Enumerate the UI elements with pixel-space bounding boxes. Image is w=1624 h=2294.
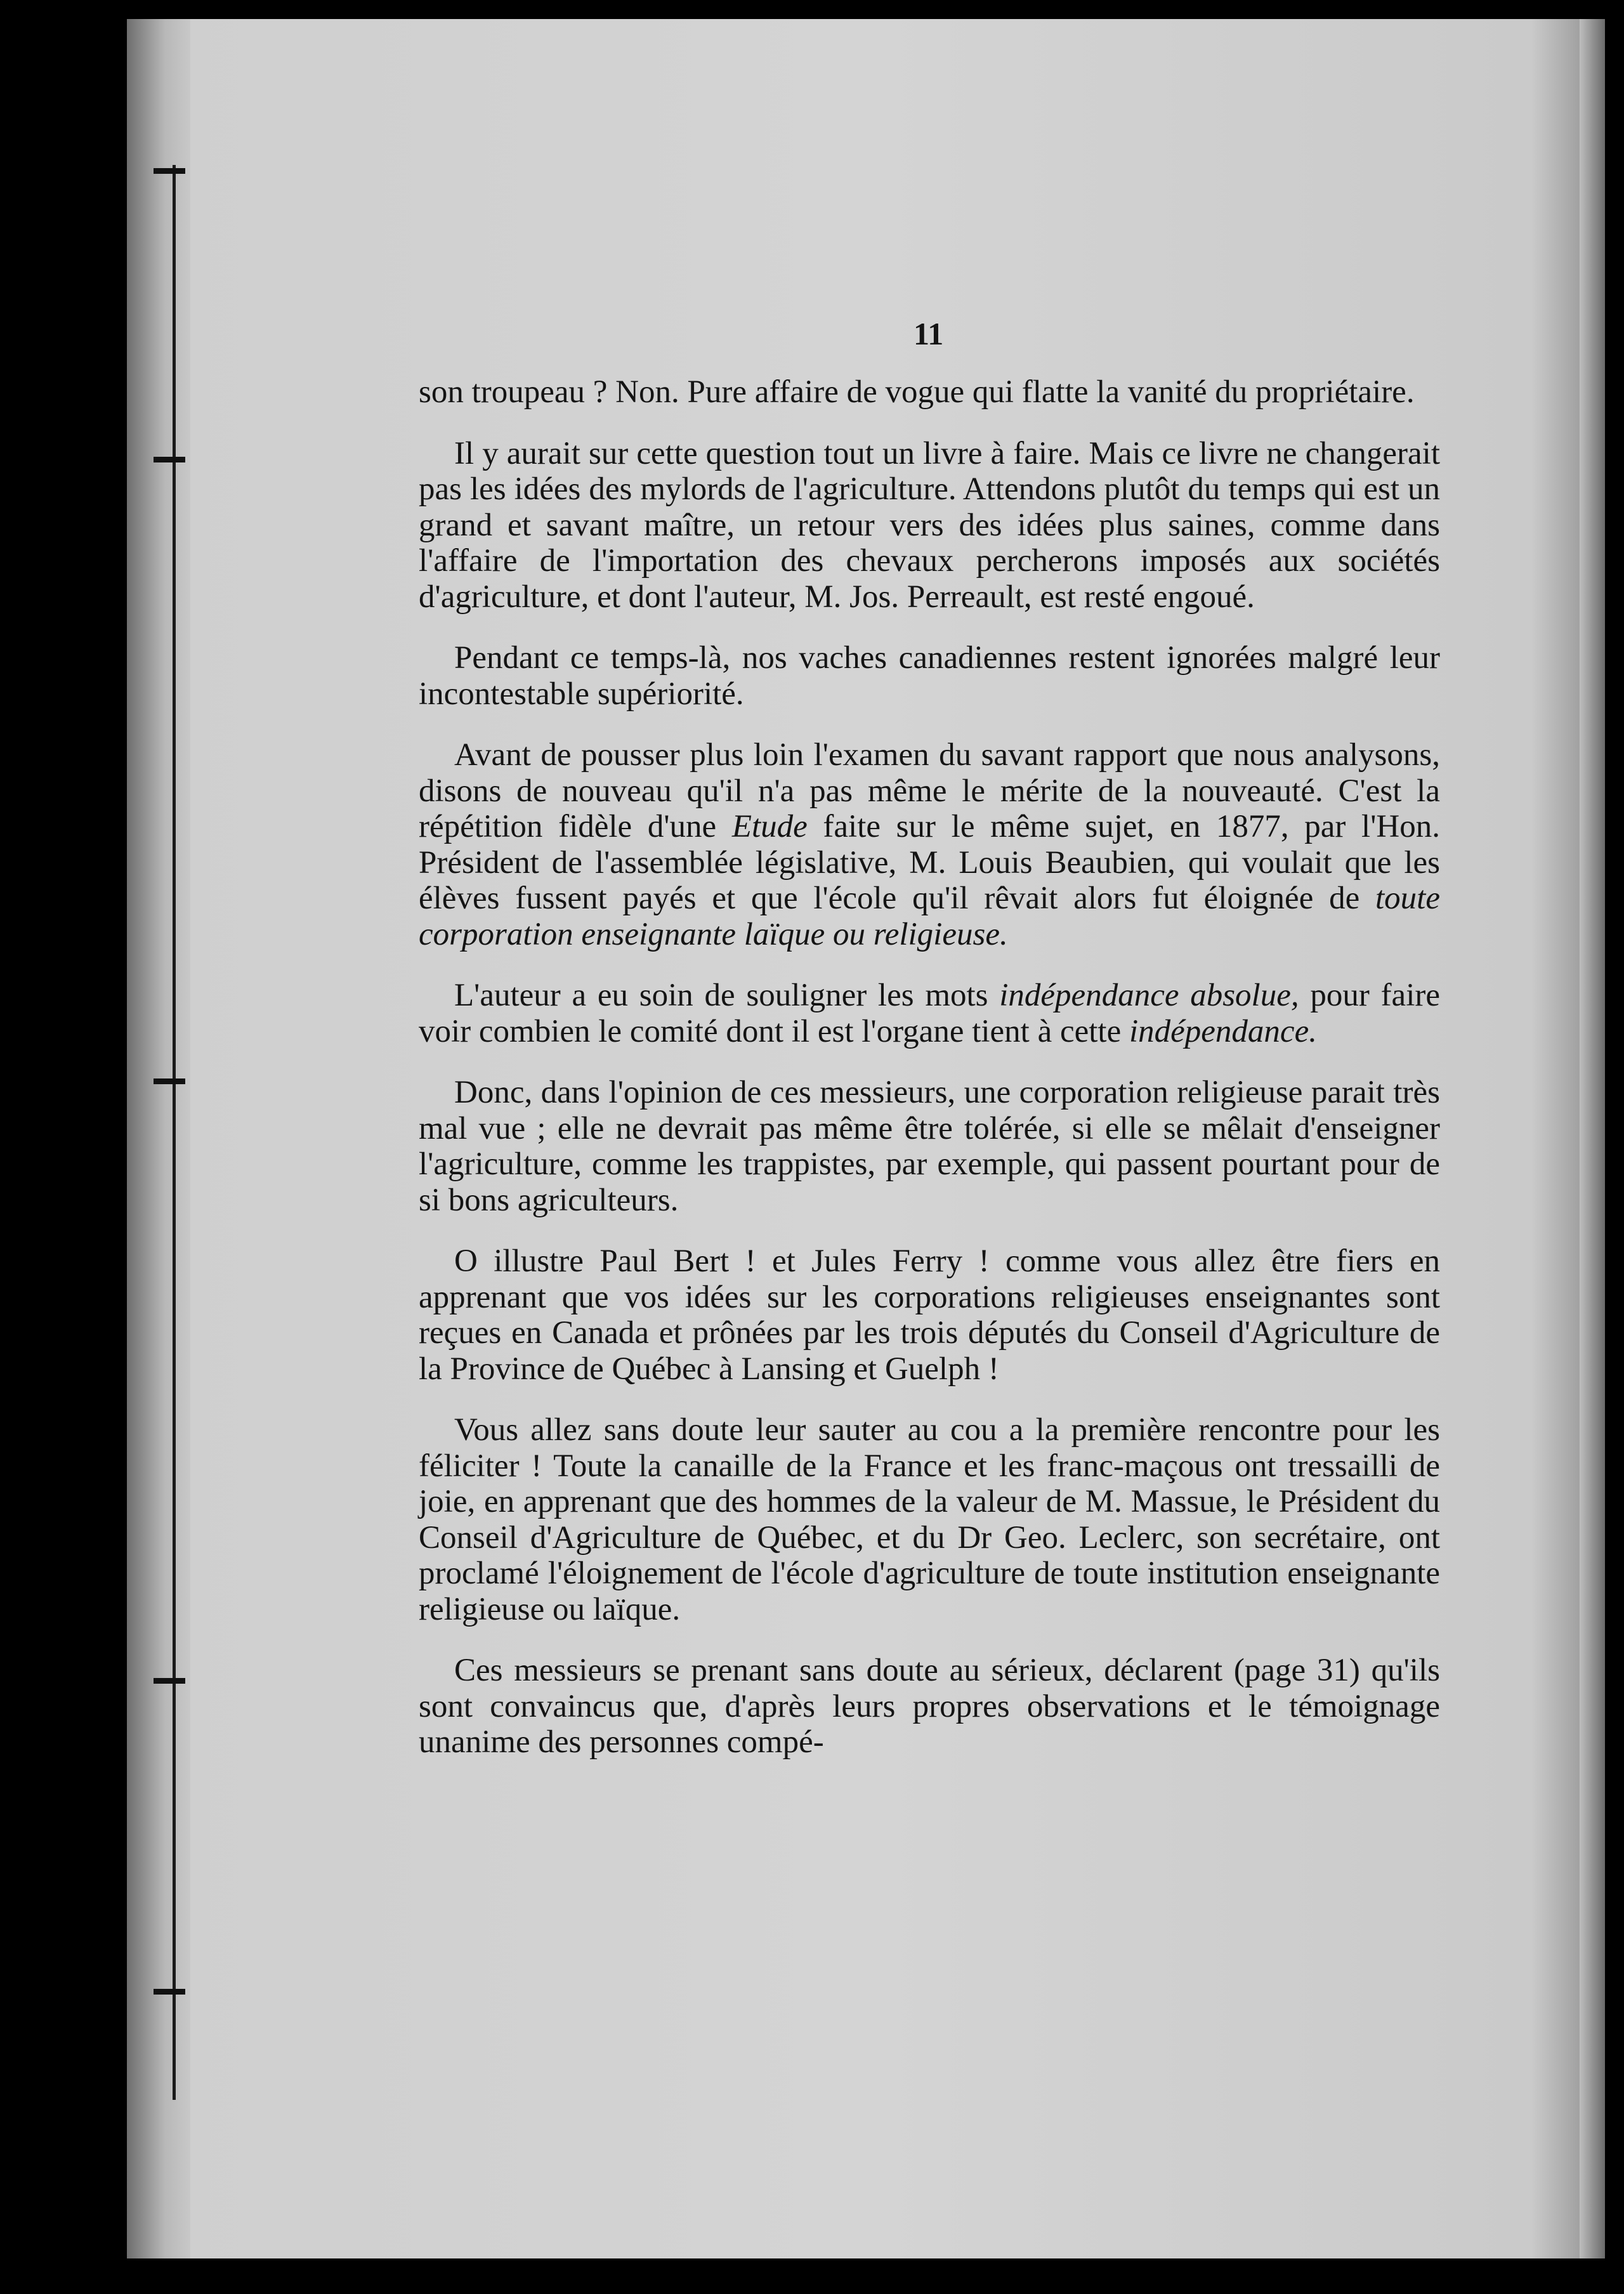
paragraph	[419, 1653, 1440, 1760]
paragraph	[419, 640, 1440, 712]
text-run: faite sur le même sujet, en 1877, par l'Hon. Président de l'assemblée législative, M. Louis Beaubien, qui voulait que les élèves fussent payés et que l'école qu'il rêvait alors fut éloignée de	[419, 809, 1440, 916]
text-run: Donc, dans l'opinion de ces messieurs, une corporation religieuse parait très mal vue ; elle ne devrait pas même être tolérée, si elle se mêlait d'enseigner l'agriculture, comme les trappistes, par exemple, qui passent pourtant pour de si bons agriculteurs.	[419, 1075, 1440, 1218]
paragraph	[419, 374, 1440, 410]
text-run: Ces messieurs se prenant sans doute au sérieux, déclarent (page 31) qu'ils sont convaincus que, d'après leurs propres observations et le témoignage unanime des personnes compé-	[419, 1653, 1440, 1760]
text-run: Il y aurait sur cette question tout un livre à faire. Mais ce livre ne changerait pas les idées des mylords de l'agriculture. Attendons plutôt du temps qui est un grand et savant maître, un retour vers des idées plus saines, comme dans l'affaire de l'importation des chevaux percherons imposés aux sociétés d'agriculture, et dont l'auteur, M. Jos. Perreault, est resté engoué.	[419, 435, 1440, 615]
paragraph	[419, 1243, 1440, 1387]
binding-stitch	[154, 1078, 185, 1084]
italic-text: toute corporation enseignante laïque ou religieuse.	[419, 881, 1440, 952]
body-text	[419, 374, 1440, 1760]
italic-text: indépendance.	[1129, 1013, 1317, 1049]
binding-gutter	[127, 19, 190, 2258]
text-run: son troupeau ? Non. Pure affaire de vogue qui flatte la vanité du propriétaire.	[419, 374, 1415, 410]
binding-thread	[173, 165, 176, 2100]
text-run: Pendant ce temps-là, nos vaches canadiennes restent ignorées malgré leur incontestable supériorité.	[419, 640, 1440, 712]
paragraph	[419, 1075, 1440, 1218]
paragraph	[419, 1412, 1440, 1627]
paragraph	[419, 436, 1440, 615]
page-number: 11	[914, 316, 944, 351]
text-run: L'auteur a eu soin de souligner les mots	[454, 978, 1000, 1013]
text-run: Vous allez sans doute leur sauter au cou a la première rencontre pour les féliciter ! Toute la canaille de la France et les franc-maçous ont tressailli de joie, en apprenant que des hommes de la valeur de M. Massue, le Président du Conseil d'Agriculture de Québec, et du Dr Geo. Leclerc, son secrétaire, ont proclamé l'éloignement de l'école d'agriculture de toute institution enseignante religieuse ou laïque.	[419, 1412, 1440, 1627]
italic-text: indépendance absolue,	[999, 978, 1299, 1013]
italic-text: Etude	[731, 809, 808, 844]
text-run: pour faire voir combien le comité dont il est l'organe tient à cette	[419, 978, 1440, 1049]
binding-stitch	[154, 1678, 185, 1684]
paragraph	[419, 978, 1440, 1049]
paragraph	[419, 737, 1440, 952]
binding-stitch	[154, 1989, 185, 1995]
binding-stitch	[154, 457, 185, 462]
page-edge	[1580, 19, 1605, 2258]
text-run: Avant de pousser plus loin l'examen du savant rapport que nous analysons, disons de nouveau qu'il n'a pas même le mérite de la nouveauté. C'est la répétition fidèle d'une	[419, 737, 1440, 844]
binding-stitch	[154, 168, 185, 174]
text-run: O illustre Paul Bert ! et Jules Ferry ! comme vous allez être fiers en apprenant que vos idées sur les corporations religieuses enseignantes sont reçues en Canada et prônées par les trois députés du Conseil d'Agriculture de la Province de Québec à Lansing et Guelph !	[419, 1243, 1440, 1387]
